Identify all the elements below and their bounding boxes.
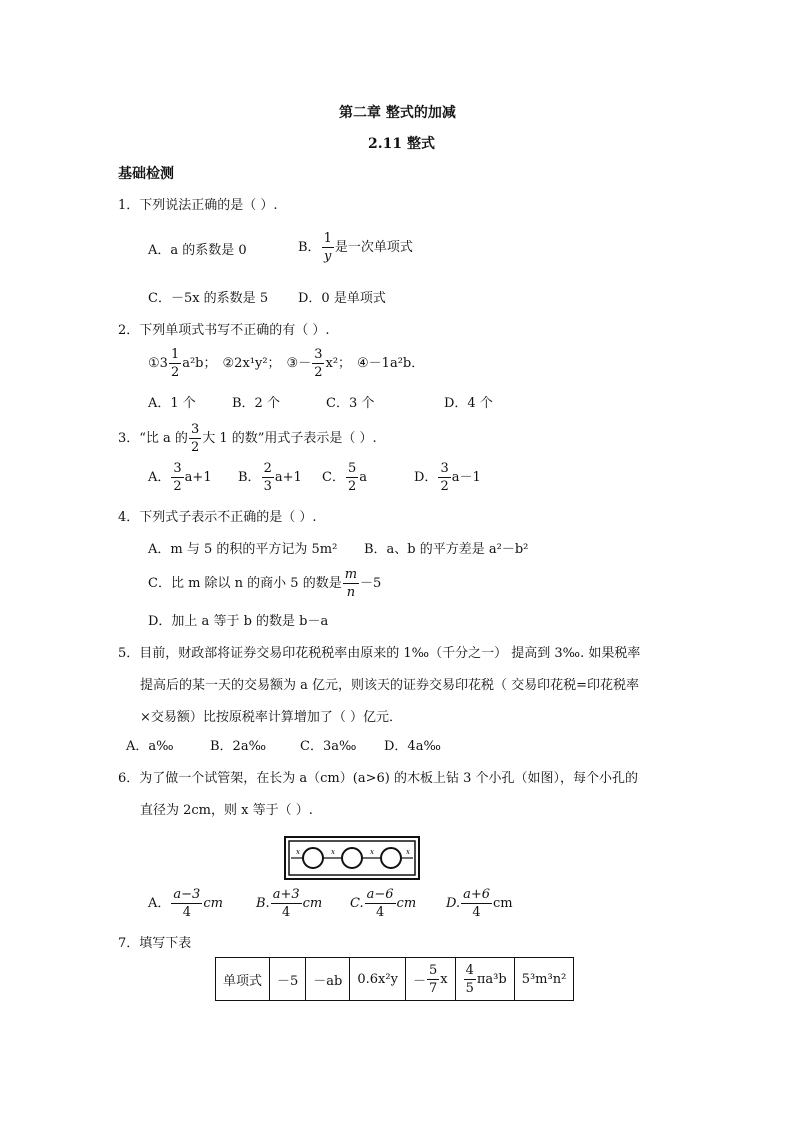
q2-item-1-prefix: ①3	[148, 356, 168, 371]
section-heading: 基础检测	[118, 166, 174, 182]
q6-option-d-label: D.	[446, 896, 461, 911]
q4-option-d: D．加上 a 等于 b 的数是 b－a	[148, 614, 329, 629]
fraction-numerator: 5	[428, 962, 438, 978]
q1-option-b-text: 是一次单项式	[334, 240, 413, 255]
q2-stem: 2．下列单项式书写不正确的有（ ）.	[118, 323, 330, 338]
fraction-denominator: 2	[347, 479, 357, 494]
lesson-title: 2.11 整式	[368, 136, 435, 152]
fraction-numerator: 3	[314, 347, 323, 362]
q3-option-c-fraction	[346, 462, 358, 493]
table-cell-suffix: πa³b	[476, 971, 507, 987]
q6-option-b-fraction	[271, 888, 302, 919]
fraction-denominator: 2	[440, 479, 449, 494]
table-cell: －5	[270, 958, 306, 1001]
fraction-denominator: 4	[182, 905, 191, 920]
q2-item-3-fraction	[312, 348, 324, 379]
table-row	[216, 958, 574, 1001]
fraction-denominator: 2	[170, 365, 180, 380]
table-header-cell: 单项式	[216, 958, 270, 1001]
test-tube-rack-figure	[284, 836, 420, 880]
fraction-denominator: y	[324, 249, 332, 264]
q6-option-c-fraction	[365, 888, 396, 919]
q1-option-a: A．a 的系数是 0	[148, 243, 247, 258]
q3-option-c-label: C．	[322, 470, 345, 485]
q6-option-b-unit: cm	[302, 896, 323, 911]
fraction-numerator: m	[344, 567, 358, 582]
q5-option-a: A．a‰	[126, 739, 174, 754]
q3-option-d-label: D．	[414, 470, 438, 485]
table-cell: 5³m³n²	[514, 958, 574, 1001]
q2-option-d: D．4 个	[444, 396, 493, 411]
q6-option-a-fraction	[171, 888, 202, 919]
label-x-4: x	[406, 848, 410, 856]
q4-option-c-suffix: －5	[360, 576, 382, 591]
q3-stem-fraction	[189, 423, 201, 454]
chapter-title: 第二章 整式的加减	[339, 105, 456, 121]
table-cell	[455, 958, 514, 1001]
q6-option-d-unit: cm	[493, 896, 513, 911]
fraction-denominator: 2	[314, 365, 323, 380]
q3-option-a	[148, 462, 212, 493]
fraction-denominator: 4	[472, 905, 481, 920]
fraction-denominator: 3	[263, 479, 272, 494]
q3-stem-suffix: 大 1 的数”用式子表示是（ ）.	[202, 431, 377, 446]
q6-option-a-label: A．	[148, 896, 171, 911]
label-x-1: x	[296, 848, 300, 856]
q7-stem: 7．填写下表	[118, 936, 192, 951]
fraction-numerator: a−3	[173, 887, 201, 902]
fraction-numerator: a−6	[366, 887, 394, 902]
q3-option-c-suffix: a	[359, 470, 367, 485]
q6-option-d	[446, 888, 513, 919]
fraction-numerator: 5	[347, 461, 357, 476]
q6-option-c-unit: cm	[396, 896, 417, 911]
q4-option-c-fraction	[343, 568, 359, 599]
fraction-denominator: 4	[282, 905, 291, 920]
label-x-2: x	[331, 848, 335, 856]
monomial-table	[215, 957, 574, 1001]
q2-option-c: C．3 个	[326, 396, 375, 411]
q3-option-d-suffix: a－1	[451, 470, 481, 485]
q1-stem: 1．下列说法正确的是（ ）.	[118, 198, 278, 213]
table-cell: 0.6x²y	[350, 958, 406, 1001]
q2-item-3-suffix: x²；	[325, 356, 352, 371]
q3-stem	[118, 423, 377, 454]
q3-option-d-fraction	[438, 462, 450, 493]
q3-option-b-suffix: a+1	[274, 470, 302, 485]
q2-item-2: ②2x¹y²；	[222, 356, 281, 371]
fraction-numerator: a+3	[272, 887, 300, 902]
q5-option-b: B．2a‰	[210, 739, 267, 754]
q3-stem-prefix: 3．“比 a 的	[118, 431, 188, 446]
q2-item-1-fraction	[169, 348, 181, 379]
q1-option-b	[298, 232, 413, 263]
q4-option-c	[148, 568, 381, 599]
fraction-denominator: n	[346, 585, 356, 600]
q6-line-1: 6．为了做一个试管架，在长为 a（cm）(a>6) 的木板上钻 3 个小孔（如图），每个小孔的	[118, 771, 638, 786]
hole-2	[342, 848, 362, 868]
q4-option-c-text: C．比 m 除以 n 的商小 5 的数是	[148, 576, 342, 591]
q5-option-c: C．3a‰	[300, 739, 357, 754]
q1-option-b-fraction	[322, 232, 334, 263]
q5-option-d: D．4a‰	[384, 739, 441, 754]
q2-item-1-suffix: a²b；	[182, 356, 217, 371]
q6-option-a	[148, 888, 223, 919]
q5-line-3: ×交易额）比按原税率计算增加了（ ）亿元．	[140, 710, 403, 725]
fraction-numerator: 4	[465, 962, 474, 978]
q4-option-a: A．m 与 5 的积的平方记为 5m²	[148, 542, 338, 557]
q2-option-b: B．2 个	[232, 396, 280, 411]
fraction-numerator: a+6	[463, 887, 491, 902]
fraction-denominator: 5	[465, 980, 474, 996]
fraction-numerator: 1	[170, 347, 180, 362]
label-x-3: x	[370, 848, 374, 856]
q1-option-d: D．0 是单项式	[298, 291, 386, 306]
q6-option-b	[256, 888, 322, 919]
table-cell-fraction	[464, 964, 476, 995]
table-cell	[405, 958, 455, 1001]
q2-item-4: ④－1a²b．	[357, 356, 425, 371]
q6-option-c	[350, 888, 416, 919]
q6-option-a-unit: cm	[203, 896, 223, 911]
q4-option-b: B．a、b 的平方差是 a²－b²	[364, 542, 529, 557]
q3-option-b-fraction	[262, 462, 274, 493]
q6-line-2: 直径为 2cm，则 x 等于（ ）.	[140, 803, 313, 818]
table-cell: －ab	[306, 958, 350, 1001]
q6-option-b-label: B.	[256, 896, 270, 911]
q2-item-3-prefix: ③－	[286, 356, 312, 371]
q1-option-b-label: B．	[298, 240, 321, 255]
fraction-numerator: 3	[173, 461, 182, 476]
q3-option-a-label: A．	[148, 470, 171, 485]
q2-option-a: A．1 个	[148, 396, 196, 411]
fraction-numerator: 3	[440, 461, 449, 476]
q3-option-c	[322, 462, 367, 493]
q1-option-c: C．－5x 的系数是 5	[148, 291, 269, 306]
q3-option-d	[414, 462, 481, 493]
fraction-denominator: 4	[375, 905, 385, 920]
q3-option-b	[238, 462, 302, 493]
table-cell-suffix: x	[440, 971, 448, 987]
hole-1	[303, 848, 323, 868]
fraction-denominator: 2	[173, 479, 182, 494]
table-cell-prefix: －	[412, 973, 426, 989]
fraction-numerator: 3	[190, 422, 200, 437]
q6-option-d-fraction	[461, 888, 492, 919]
hole-3	[381, 848, 401, 868]
q2-options-line	[148, 348, 424, 379]
fraction-denominator: 7	[428, 980, 438, 996]
q6-option-c-label: C.	[350, 896, 364, 911]
fraction-denominator: 2	[190, 440, 200, 455]
q5-line-1: 5．目前，财政部将证券交易印花税税率由原来的 1‰（千分之一） 提高到 3‰. 如果税率	[118, 646, 641, 661]
q3-option-b-label: B．	[238, 470, 261, 485]
fraction-numerator: 2	[263, 461, 272, 476]
q5-line-2: 提高后的某一天的交易额为 a 亿元，则该天的证券交易印花税（ 交易印花税=印花税率	[140, 678, 640, 693]
fraction-numerator: 1	[323, 231, 332, 246]
q3-option-a-fraction	[171, 462, 183, 493]
q3-option-a-suffix: a+1	[184, 470, 212, 485]
table-cell-fraction	[427, 964, 439, 995]
q4-stem: 4．下列式子表示不正确的是（ ）.	[118, 510, 317, 525]
